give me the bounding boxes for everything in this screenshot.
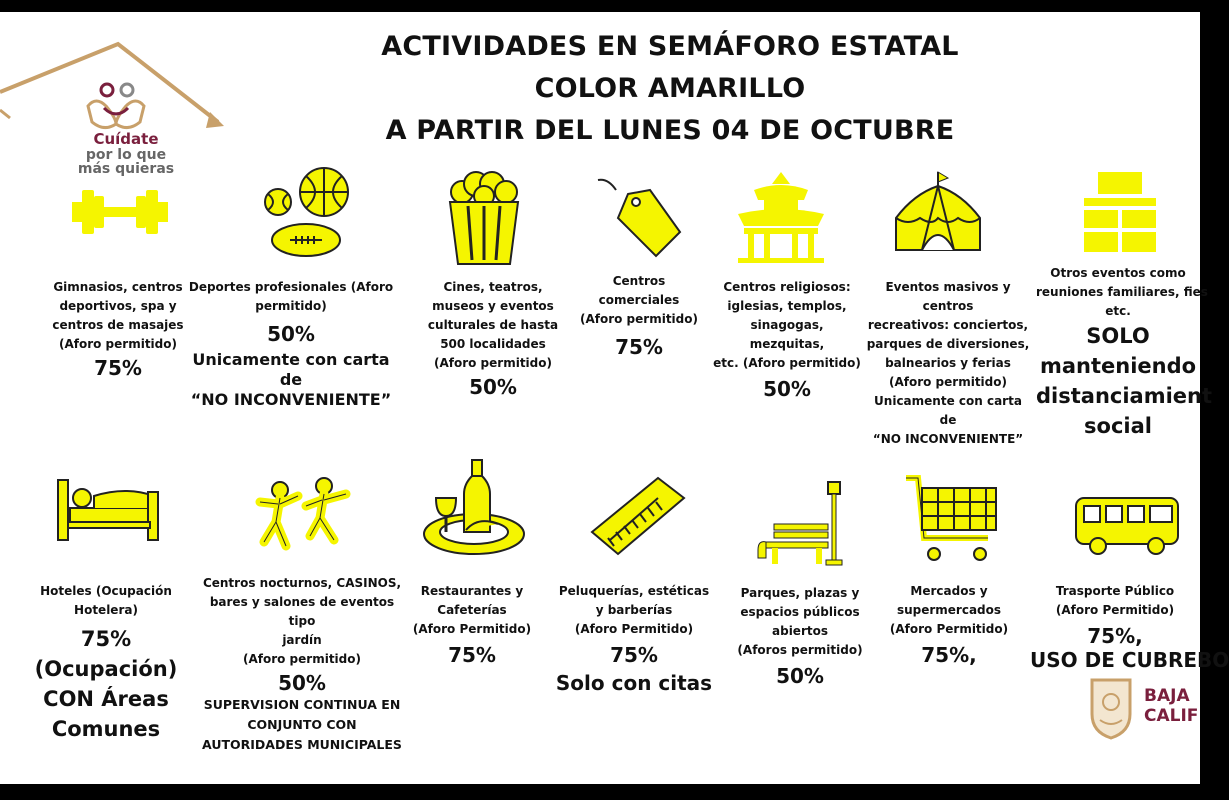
nightclubs-desc-2: bares y salones de eventos tipo — [209, 595, 395, 628]
nightclubs-note-3: AUTORIDADES MUNICIPALES — [202, 737, 402, 752]
other-value-3: distanciamient — [1036, 384, 1213, 408]
malls-desc-3: (Aforo permitido) — [579, 312, 698, 326]
hotels-value-2: CON Áreas — [43, 687, 169, 711]
other-value-4: social — [1084, 414, 1152, 438]
cuidate-logo — [0, 40, 240, 190]
gyms-value: 75% — [94, 356, 142, 380]
gyms-desc-3: centros de masajes — [52, 318, 184, 332]
markets-desc-1: Mercados y — [910, 584, 988, 598]
hotel-bed-icon — [56, 478, 160, 542]
popcorn-icon — [446, 170, 522, 266]
malls-desc-1: Centros — [612, 274, 666, 288]
transport-desc-2: (Aforo Permitido) — [1055, 603, 1175, 617]
cinemas-desc-2: museos y eventos — [432, 299, 554, 313]
events-desc-7: de — [939, 413, 957, 427]
events-desc-5: (Aforo permitido) — [888, 375, 1007, 389]
cinemas-block — [418, 278, 568, 399]
logo-line-2: por lo que — [85, 147, 167, 163]
restaurants-block — [404, 582, 540, 667]
cinemas-desc-1: Cines, teatros, — [443, 280, 543, 294]
events-block — [858, 278, 1038, 449]
shopping-cart-icon — [904, 474, 1000, 564]
sports-balls-icon — [256, 164, 356, 260]
religious-desc-4: etc. (Aforo permitido) — [713, 356, 861, 370]
nightclubs-note-1: SUPERVISION CONTINUA EN — [203, 697, 401, 712]
title-line-1: ACTIVIDADES EN SEMÁFORO ESTATAL — [381, 31, 959, 62]
other-value-1: SOLO — [1086, 324, 1150, 348]
events-desc-8: “NO INCONVENIENTE” — [872, 432, 1024, 446]
sports-note-2: “NO INCONVENIENTE” — [190, 390, 392, 409]
religious-desc-2: iglesias, templos, — [727, 299, 847, 313]
malls-block — [574, 272, 704, 359]
religious-desc-1: Centros religiosos: — [723, 280, 851, 294]
bc-logo-line-1: BAJA — [1144, 686, 1190, 706]
markets-value: 75%, — [921, 643, 977, 667]
cinemas-desc-5: (Aforo permitido) — [433, 356, 552, 370]
gift-box-icon — [1082, 170, 1158, 254]
park-bench-icon — [756, 480, 856, 566]
events-desc-6: Unicamente con carta — [874, 394, 1022, 408]
parks-value: 50% — [776, 664, 824, 688]
salons-desc-3: (Aforo Permitido) — [574, 622, 694, 636]
hotels-desc-2: Hotelera) — [74, 603, 138, 617]
infographic — [0, 12, 1229, 784]
restaurants-desc-1: Restaurantes y — [420, 584, 524, 598]
transport-note: USO DE CUBREBO — [1030, 648, 1229, 672]
cinemas-desc-4: 500 localidades — [440, 337, 546, 351]
salons-note: Solo con citas — [555, 671, 713, 695]
parks-block — [730, 584, 870, 688]
sports-block — [186, 278, 396, 410]
nightclubs-value: 50% — [278, 671, 326, 695]
markets-desc-2: supermercados — [896, 603, 1002, 617]
other-desc-1: Otros eventos como — [1050, 266, 1186, 280]
markets-desc-3: (Aforo Permitido) — [889, 622, 1009, 636]
gyms-desc-2: deportivos, spa y — [59, 299, 177, 313]
dumbbell-icon — [70, 182, 170, 242]
sports-value: 50% — [267, 322, 315, 346]
baja-california-logo — [1086, 672, 1200, 752]
sports-desc-2: permitido) — [255, 299, 327, 313]
malls-value: 75% — [615, 335, 663, 359]
gyms-desc-4: (Aforo permitido) — [58, 337, 177, 351]
circus-tent-icon — [892, 170, 984, 254]
logo-line-1: Cuídate — [93, 130, 159, 148]
salons-desc-2: y barberías — [595, 603, 673, 617]
events-desc-2: recreativos: conciertos, — [867, 318, 1029, 332]
bc-logo-line-2: CALIF — [1144, 706, 1199, 726]
cinemas-desc-3: culturales de hasta — [427, 318, 559, 332]
transport-block — [1030, 582, 1229, 672]
nightclubs-note-2: CONJUNTO CON — [247, 717, 357, 732]
restaurants-desc-3: (Aforo Permitido) — [412, 622, 532, 636]
top-border — [0, 0, 1200, 12]
religious-block — [712, 278, 862, 401]
other-value-2: manteniendo — [1039, 354, 1197, 378]
price-tag-icon — [598, 176, 682, 260]
restaurants-value: 75% — [448, 643, 496, 667]
salons-value: 75% — [610, 643, 658, 667]
religious-value: 50% — [763, 377, 811, 401]
comb-icon — [588, 476, 688, 556]
events-desc-3: parques de diversiones, — [866, 337, 1030, 351]
dancing-people-icon — [250, 476, 354, 556]
state-seal-icon — [1086, 674, 1136, 740]
wine-dinner-icon — [420, 458, 528, 558]
malls-desc-2: comerciales — [598, 293, 680, 307]
transport-value: 75%, — [1087, 624, 1143, 648]
title-line-3: A PARTIR DEL LUNES 04 DE OCTUBRE — [385, 115, 955, 146]
nightclubs-desc-1: Centros nocturnos, CASINOS, — [202, 576, 402, 590]
salons-block — [554, 582, 714, 695]
parks-desc-2: espacios públicos — [740, 605, 860, 619]
other-desc-3: etc. — [1105, 304, 1131, 318]
nightclubs-desc-3: jardín — [282, 633, 322, 647]
page-title — [330, 26, 1010, 152]
pagoda-icon — [734, 170, 828, 264]
religious-desc-3: sinagogas, mezquitas, — [749, 318, 825, 351]
sports-desc-1: Deportes profesionales (Aforo — [188, 280, 394, 294]
sports-note-1: Unicamente con carta de — [192, 350, 390, 389]
bus-icon — [1074, 496, 1180, 556]
gyms-block — [48, 278, 188, 380]
markets-block — [884, 582, 1014, 667]
bottom-border — [0, 784, 1200, 800]
gyms-desc-1: Gimnasios, centros — [53, 280, 183, 294]
salons-desc-1: Peluquerías, estéticas — [558, 584, 710, 598]
hotels-block — [6, 582, 206, 744]
events-desc-4: balnearios y ferias — [885, 356, 1011, 370]
parks-desc-1: Parques, plazas y — [740, 586, 860, 600]
restaurants-desc-2: Cafeterías — [437, 603, 507, 617]
title-line-2: COLOR AMARILLO — [534, 73, 806, 104]
parks-desc-4: (Aforos permitido) — [737, 643, 863, 657]
parks-desc-3: abiertos — [772, 624, 828, 638]
nightclubs-desc-4: (Aforo permitido) — [242, 652, 361, 666]
nightclubs-block — [196, 574, 408, 755]
hotels-value-3: Comunes — [51, 717, 161, 741]
transport-desc-1: Trasporte Público — [1055, 584, 1175, 598]
events-desc-1: Eventos masivos y centros — [885, 280, 1011, 313]
hotels-value-1: 75% (Ocupación) — [34, 627, 178, 681]
logo-line-3: más quieras — [77, 161, 175, 177]
hotels-desc-1: Hoteles (Ocupación — [40, 584, 172, 598]
cinemas-value: 50% — [469, 375, 517, 399]
other-desc-2: reuniones familiares, fies — [1036, 285, 1208, 299]
other-events-block — [1036, 264, 1213, 441]
